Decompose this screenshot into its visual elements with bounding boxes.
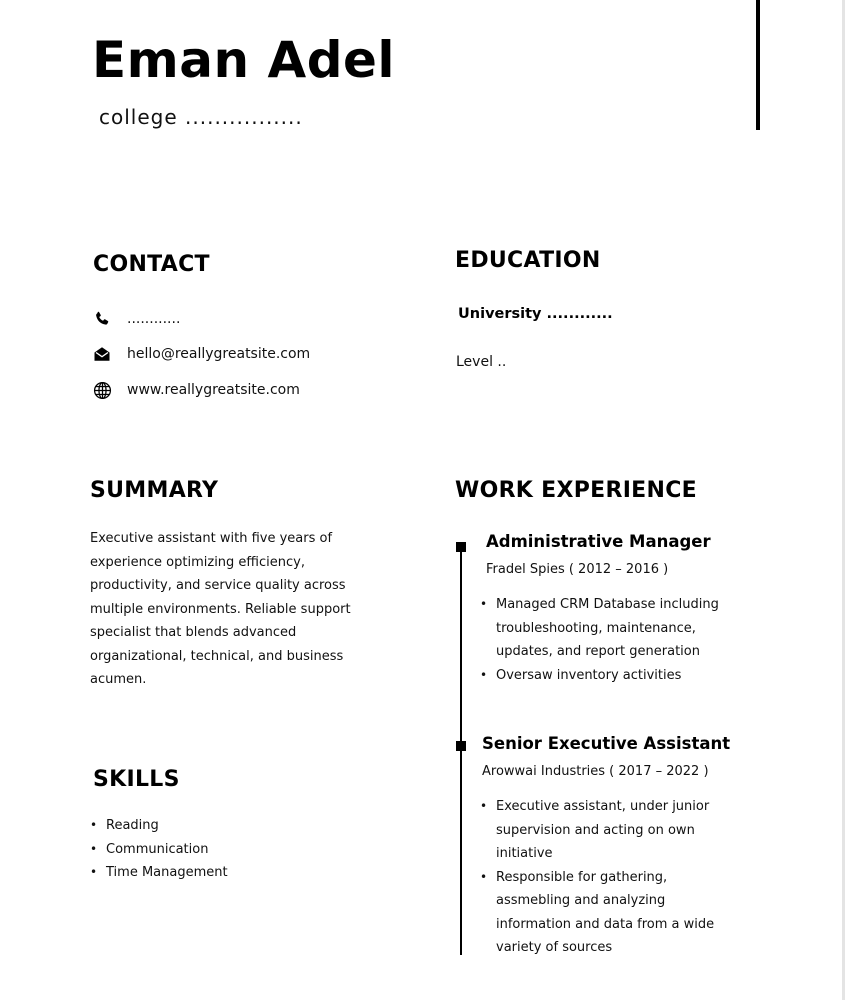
summary-line: experience optimizing efficiency, — [90, 554, 305, 570]
phone-icon — [92, 309, 112, 329]
summary-text — [90, 527, 351, 692]
contact-heading: CONTACT — [93, 252, 210, 277]
education-heading: EDUCATION — [455, 248, 601, 273]
job-company: Fradel Spies ( 2012 – 2016 ) — [486, 562, 669, 577]
job-bullet — [480, 795, 714, 866]
bullet-line: troubleshooting, maintenance, — [496, 620, 696, 636]
job-title: Administrative Manager — [486, 532, 711, 551]
skills-heading: SKILLS — [93, 767, 180, 792]
bullet-line: updates, and report generation — [496, 644, 700, 659]
resume-subtitle: college ................ — [99, 105, 303, 129]
education-school: University ............ — [458, 306, 613, 322]
bullet-line: • Managed CRM Database including — [496, 597, 719, 612]
contact-phone — [92, 309, 180, 329]
bullet-line: • Oversaw inventory activities — [496, 667, 682, 683]
bullet-line: initiative — [496, 846, 553, 861]
work-heading: WORK EXPERIENCE — [455, 478, 697, 503]
contact-phone-text: ............ — [127, 311, 181, 327]
bullet-line: information and data from a wide — [496, 916, 715, 932]
skill-item: • Communication — [90, 838, 228, 862]
skill-item: • Time Management — [90, 861, 228, 885]
job-company: Arowwai Industries ( 2017 – 2022 ) — [482, 764, 709, 779]
skill-item: • Reading — [90, 814, 228, 838]
resume-name: Eman Adel — [92, 31, 396, 89]
bullet-line: variety of sources — [496, 940, 613, 955]
job-bullet — [480, 866, 714, 960]
summary-line: specialist that blends advanced — [90, 625, 297, 640]
bullet-line: • Executive assistant, under junior — [496, 799, 710, 814]
skills-list — [90, 814, 228, 885]
bullet-line: supervision and acting on own — [496, 822, 695, 838]
bullet-line: assmebling and analyzing — [496, 893, 666, 908]
summary-heading: SUMMARY — [90, 478, 219, 503]
contact-website-text[interactable]: www.reallygreatsite.com — [127, 382, 300, 398]
summary-line: multiple environments. Reliable support — [90, 601, 351, 617]
timeline-node — [456, 741, 466, 751]
contact-website — [92, 380, 300, 400]
summary-line: organizational, technical, and business — [90, 648, 344, 664]
job-bullet — [480, 593, 719, 664]
education-level: Level .. — [456, 354, 507, 370]
contact-email-text[interactable]: hello@reallygreatsite.com — [127, 346, 311, 362]
job-title: Senior Executive Assistant — [482, 734, 731, 753]
globe-icon — [92, 380, 112, 400]
bullet-line: • Responsible for gathering, — [496, 869, 668, 885]
accent-bar — [756, 0, 760, 130]
contact-email — [92, 344, 310, 364]
job-bullet — [480, 664, 719, 688]
envelope-icon — [92, 344, 112, 364]
job-bullets — [480, 795, 714, 960]
job-bullets — [480, 593, 719, 687]
timeline-node — [456, 542, 466, 552]
summary-line: productivity, and service quality across — [90, 578, 346, 593]
summary-line: acumen. — [90, 672, 147, 687]
summary-line: Executive assistant with five years of — [90, 531, 333, 546]
